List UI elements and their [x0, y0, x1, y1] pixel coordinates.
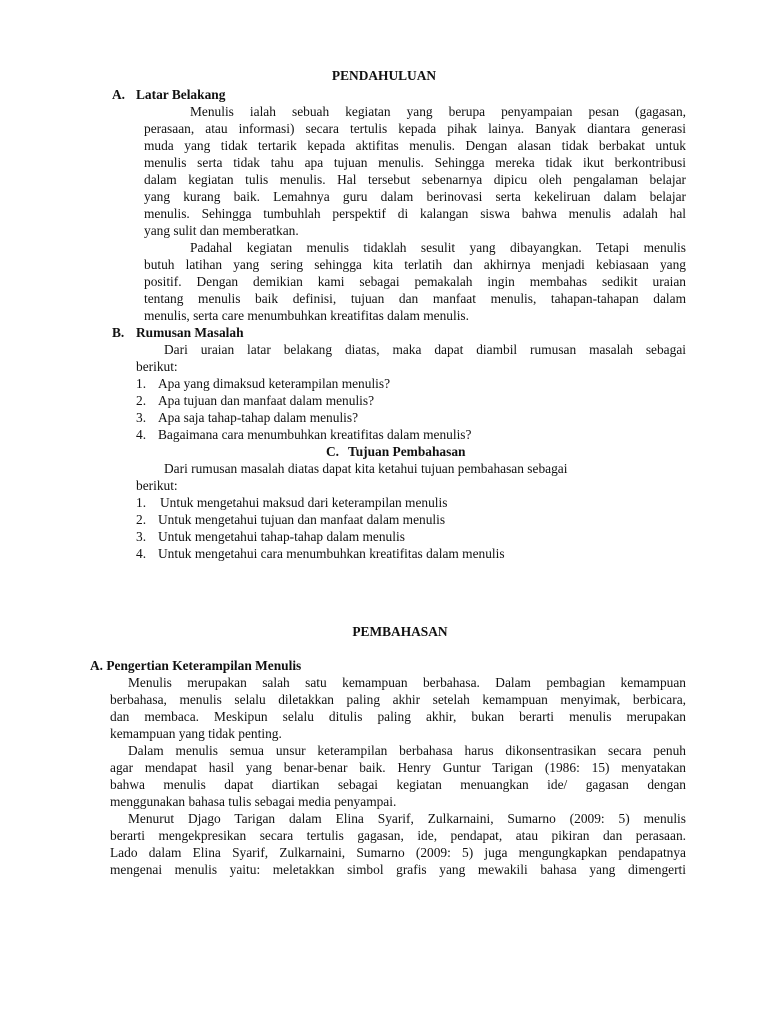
discussion-para2-line: bahwa menulis dapat diartikan sebagai kegiatan menuangkan ide/ gagasan dengan: [110, 777, 686, 792]
discussion-section-a-heading: A. Pengertian Keterampilan Menulis: [90, 658, 302, 673]
intro-para1-line: muda yang tidak tertarik kepada aktifitas menulis. Dengan alasan tidak berbakat untuk: [144, 138, 686, 153]
intro-para2-line: butuh latihan yang sering sehingga kita terlatih dan akhirnya menjadi kebiasaan yang: [144, 257, 686, 272]
section-a-heading: Latar Belakang: [136, 87, 226, 102]
tujuan-intro-line: Dari rumusan masalah diatas dapat kita ketahui tujuan pembahasan sebagai: [164, 461, 568, 476]
rumusan-intro-line: berikut:: [136, 359, 178, 374]
discussion-para1-line: dan membaca. Meskipun selalu ditulis paling akhir, bukan berarti menulis merupakan: [110, 709, 686, 724]
discussion-para1-line: berbahasa, menulis selalu diletakkan paling akhir setelah kemampuan menyimak, berbicara,: [110, 692, 686, 707]
intro-para1-line: yang kurang baik. Lemahnya guru dalam berinovasi serta kekeliruan dalam belajar: [144, 189, 686, 204]
rumusan-item-text: Bagaimana cara menumbuhkan kreatifitas dalam menulis?: [158, 427, 472, 442]
section-c-heading: Tujuan Pembahasan: [348, 444, 466, 459]
rumusan-item-text: Apa tujuan dan manfaat dalam menulis?: [158, 393, 375, 408]
discussion-para3-line: Menurut Djago Tarigan dalam Elina Syarif, Zulkarnaini, Sumarno (2009: 5) menulis: [128, 811, 686, 826]
intro-para1-line: perasaan, atau informasi) secara tertulis kepada pihak lainya. Banyak diantara generasi: [144, 121, 686, 136]
intro-para2-line: Padahal kegiatan menulis tidaklah sesulit yang dibayangkan. Tetapi menulis: [190, 240, 686, 255]
section-a-marker: A.: [112, 87, 126, 102]
tujuan-item-number: 3.: [136, 529, 147, 544]
discussion-para3-line: mengenai menulis yaitu: meletakkan simbol grafis yang mewakili bahasa yang dimengerti: [110, 862, 686, 877]
section-b-marker: B.: [112, 325, 125, 340]
tujuan-item-number: 1.: [136, 495, 147, 510]
intro-title: PENDAHULUAN: [331, 68, 437, 83]
discussion-title: PEMBAHASAN: [352, 624, 448, 639]
tujuan-item-text: Untuk mengetahui tujuan dan manfaat dalam menulis: [158, 512, 446, 527]
discussion-para1-line: Menulis merupakan salah satu kemampuan berbahasa. Dalam pembagian kemampuan: [128, 675, 686, 690]
discussion-para2-line: menggunakan bahasa tulis sebagai media penyampai.: [110, 794, 397, 809]
rumusan-item-number: 2.: [136, 393, 147, 408]
intro-para1-line: menulis serta tidak tahu apa tujuan menulis. Sehingga mereka tidak ikut berkontribusi: [144, 155, 686, 170]
rumusan-item-number: 3.: [136, 410, 147, 425]
tujuan-item-number: 2.: [136, 512, 147, 527]
rumusan-item-text: Apa yang dimaksud keterampilan menulis?: [158, 376, 391, 391]
rumusan-intro-line: Dari uraian latar belakang diatas, maka dapat diambil rumusan masalah sebagai: [164, 342, 686, 357]
intro-para1-line: dalam kegiatan tulis menulis. Hal tersebut sebenarnya dipicu oleh pengalaman belajar: [144, 172, 686, 187]
intro-para2-line: tentang menulis baik definisi, tujuan dan manfaat menulis, tahapan-tahapan dalam: [144, 291, 686, 306]
tujuan-item-text: Untuk mengetahui tahap-tahap dalam menulis: [158, 529, 405, 544]
section-b-heading: Rumusan Masalah: [136, 325, 244, 340]
discussion-para3-line: berarti mengekpresikan secara tertulis gagasan, ide, pendapat, atau pikiran dan perasaan.: [110, 828, 686, 843]
tujuan-item-text: Untuk mengetahui maksud dari keterampilan menulis: [160, 495, 448, 510]
rumusan-item-number: 4.: [136, 427, 147, 442]
discussion-para2-line: agar mendapat hasil yang benar-benar baik. Henry Guntur Tarigan (1986: 15) menyatakan: [110, 760, 686, 775]
rumusan-item-number: 1.: [136, 376, 147, 391]
rumusan-item-text: Apa saja tahap-tahap dalam menulis?: [158, 410, 359, 425]
discussion-para3-line: Lado dalam Elina Syarif, Zulkarnaini, Sumarno (2009: 5) juga mengungkapkan pendapatnya: [110, 845, 686, 860]
section-c-marker: C.: [326, 444, 340, 459]
discussion-para2-line: Dalam menulis semua unsur keterampilan berbahasa harus dikonsentrasikan secara penuh: [128, 743, 686, 758]
intro-para2-line: positif. Dengan demikian kami sebagai pemakalah ingin membahas sedikit uraian: [144, 274, 686, 289]
tujuan-item-text: Untuk mengetahui cara menumbuhkan kreatifitas dalam menulis: [158, 546, 505, 561]
tujuan-intro-line: berikut:: [136, 478, 178, 493]
tujuan-item-number: 4.: [136, 546, 147, 561]
intro-para1-line: Menulis ialah sebuah kegiatan yang berupa penyampaian pesan (gagasan,: [190, 104, 686, 119]
intro-para1-line: menulis. Sehingga tumbuhlah perspektif di kalangan siswa bahwa menulis adalah hal: [144, 206, 686, 221]
discussion-para1-line: kemampuan yang tidak penting.: [110, 726, 282, 741]
intro-para2-line: menulis, serta care menumbuhkan kreatifitas dalam menulis.: [144, 308, 469, 323]
intro-para1-line: yang sulit dan memberatkan.: [144, 223, 299, 238]
